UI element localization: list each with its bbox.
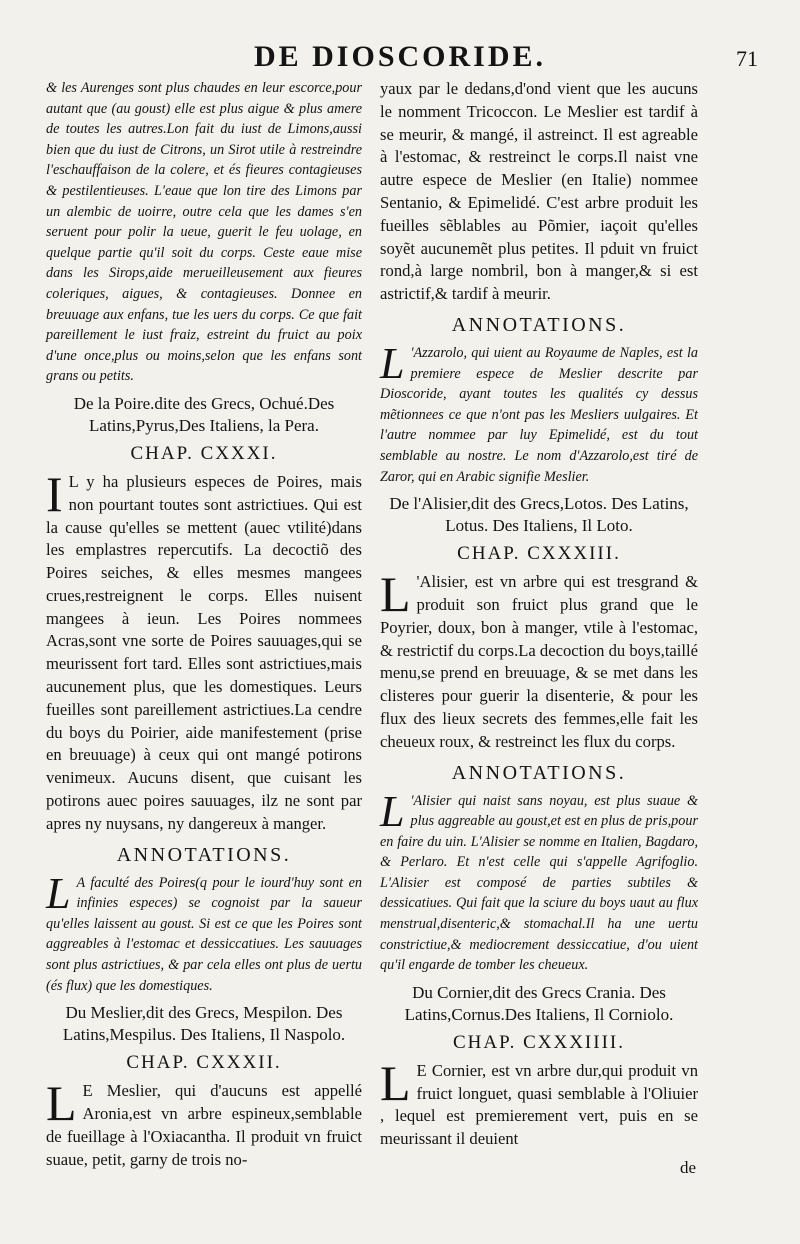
drop-cap: I [46,465,63,522]
pear-paragraph [46,465,362,836]
annotation-alisier [380,786,698,976]
drop-cap: L [380,338,405,388]
drop-cap: L [380,786,405,836]
annotation-pear-text: A faculté des Poires(q pour le iourd'huy sont en infinies especes) se cognoist par la saueur qu'elles laissent au goust. Si est ce que les Poires sont aggreables à l'estomac et dessiccatiues. Les sauuages sont plus astrictiues, & par cela elles ont plus de uertu (és flux) que les domestiques. [46,874,362,994]
alisier-section-heading: De l'Alisier,dit des Grecs,Lotos. Des Latins, Lotus. Des Italiens, Il Loto. [389,494,689,536]
meslier-text: E Meslier, qui d'aucuns est appellé Aronia,est vn arbre espineux,semblable de fueillage à l'Oxiacantha. Il produit vn fruict suaue, petit, garny de trois no- [46,1081,362,1169]
alisier-text: 'Alisier, est vn arbre qui est tresgrand & produit son fruict plus grand que le Poyrier, doux, bon à manger, vtile à l'estomac, & restrictif du corps.La decoction du boys,taillé menu,se prend en breuuage, & se met dans les clisteres pour guerir la disenterie, & pour les flux des lieux secrets des femmes,elle fait les cheueux roux, & restreinct les flux du corps. [380,572,698,751]
continued-text-left: & les Aurenges sont plus chaudes en leur escorce,pour autant que (au goust) elle est plus aigue & plus amere de toutes les autres.Lon fait du iust de Limons,aussi bien que du iust de Citrons, un Sirot utile à restreindre l'eschauffaison de la colere, et és fieures contagieuses & pestilentieuses. L'eaue que lon tire des Limons par un alembic de uoirre, outre cela que les dames s'en seruent pour polir la ueue, guerit le feu uolage, en quelque partie qu'il soit du corps. Ceste eaue mise dans les Sirops,aide merueilleusement aux fieures coleriques, aigues, & contagieuses. Donnee en breuuage aux enfans, tue les uers du corps. Ce que fait pareillement le iust fraiz, estreint du fruict au poix d'une once,plus ou moins,selon que les enfans sont grans ou petits. [46,80,362,385]
continued-text-right: yaux par le dedans,d'ond vient que les aucuns le nomment Tricoccon. Le Meslier est tardif à se meurir, & mangé, il astreinct. Il est agreable à l'estomac, & restreinct le corps.Il naist vne autre espece de Meslier (en Italie) nommee Sentanio, & Epimelidé. C'est arbre produit les fueilles sẽblables au Põmier, iaçoit qu'elles soyẽt aucunemẽt plus petites. Il pduit vn fruict rond,à large nombril, bon à manger,& si est astrictif,& tardif à meurir. [380,79,698,304]
running-title: DE DIOSCORIDE. [253,40,547,73]
annotations-heading-2: ANNOTATIONS. [451,313,627,336]
catchword: de [679,1158,696,1177]
cornier-section-heading: Du Cornier,dit des Grecs Crania. Des Latins,Cornus.Des Italiens, Il Corniolo. [404,982,674,1024]
drop-cap: L [380,1054,411,1111]
meslier-section-heading: Du Meslier,dit des Grecs, Mespilon. Des Latins,Mespilus. Des Italiens, Il Naspolo. [62,1003,346,1045]
alisier-paragraph [380,566,698,753]
chapter-132-heading: CHAP. CXXXII. [126,1052,282,1074]
cornier-text: E Cornier, est vn arbre dur,qui produit vn fruict longuet, quasi semblable à l'Oliuier , lequel est premierement vert, puis en se meurissant il deuient [380,1060,698,1149]
annotation-azzarolo-text: 'Azzarolo, qui uient au Royaume de Naples, est la premiere espece de Meslier descrite par Dioscoride, ayant toutes les qualités cy dessus mẽtionnees ce que n'ont pas les Mesliers uulgaires. Et l'autre nommee par luy Epimelidé, est du tout semblable au nostre. Le nom d'Azzarolo,est tiré de Zaror, qui en Arabic signifie Meslier. [380,344,698,485]
cornier-paragraph [380,1054,698,1151]
drop-cap: L [46,1075,77,1132]
meslier-paragraph [46,1075,362,1171]
chapter-134-heading: CHAP. CXXXIIII. [453,1031,625,1053]
chapter-131-heading: CHAP. CXXXI. [130,442,278,464]
right-column [380,78,698,1151]
drop-cap: L [46,868,71,918]
pear-text: L y ha plusieurs especes de Poires, mais non pourtant toutes sont astrictiues. Qui est la cause qu'elles se mettent (auec vtilité)dans les emplastres repercutifs. La decoctiõ des Poires seiches, & elles mesmes mangees crues,restreignent le corps. Elles nuisent mangees à ieun. Les Poires nommees Acras,sont vne sorte de Poires sauuages,qui se meurissent fort tard. Elles sont astrictiues,mais aucunement plus, que les domestiques. Leurs fueilles sont pareillement astrictiues.La cendre du boys du Poirier, aide manifestement (prise en breuuage) à ceux qui ont mangé potirons venimeux. Aucuns disent, que cuisant les potirons auec poires sauuages, ilz ne sont par apres ny nuysans, ny dangereux à manger. [46,471,362,833]
annotation-pear [46,868,362,997]
pear-section-heading: De la Poire.dite des Grecs, Ochué.Des Latins,Pyrus,Des Italiens, la Pera. [73,393,335,435]
annotation-alisier-text: 'Alisier qui naist sans noyau, est plus suaue & plus aggreable au goust,et est en plus de pris,pour en faire du uin. L'Alisier se nomme en Italien, Bagdaro, & Perlaro. Et n'est celle qui s'appelle Agrifoglio. L'Alisier est composé de parties subtiles & dessicatiues. Qui fait que la sciure du boys uaut au flux menstrual,disenteric,& stomachal.Il ha une uertu constrictiue,& mediocrement dessiccatiue, d'ou uient qu'il engarde de tomber les cheueux. [380,792,698,974]
annotations-heading-1: ANNOTATIONS. [116,843,292,866]
page-number: 71 [736,46,758,71]
annotation-azzarolo [380,338,698,487]
drop-cap: L [380,566,411,623]
left-column [46,78,362,1171]
chapter-133-heading: CHAP. CXXXIII. [457,543,621,565]
annotations-heading-3: ANNOTATIONS. [451,761,627,784]
